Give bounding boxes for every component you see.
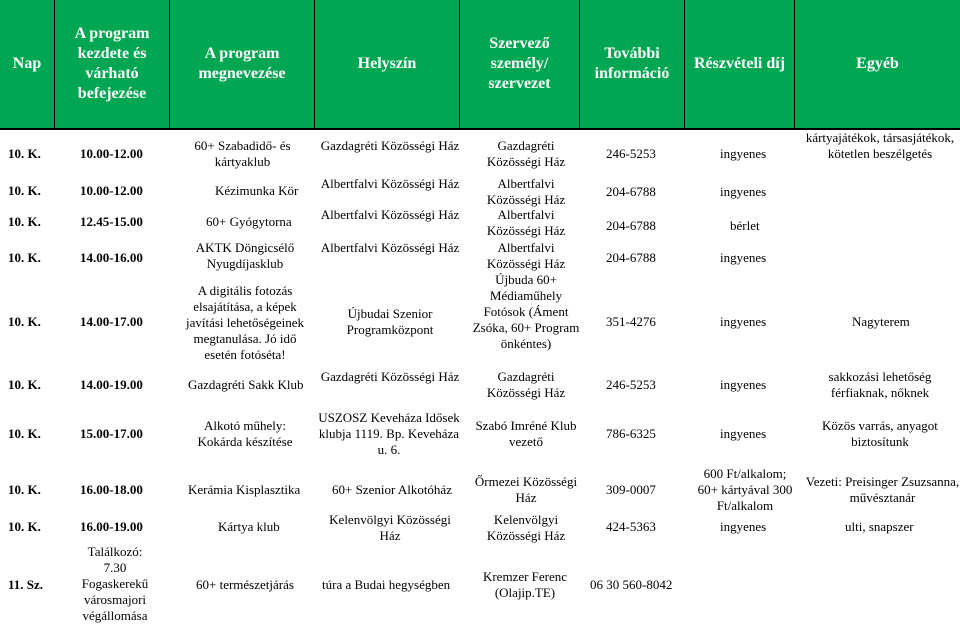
cell-ido: 14.00-17.00 — [80, 314, 143, 329]
cell-dij: ingyenes — [720, 146, 767, 161]
header-egyeb: Egyéb — [856, 55, 899, 72]
cell-nap: 10. K. — [8, 314, 41, 329]
header-info: További információ — [580, 0, 685, 128]
cell-egyeb: ulti, snapszer — [845, 519, 914, 534]
cell-dij: ingyenes — [720, 184, 767, 199]
cell-info: 246-5253 — [606, 377, 656, 392]
cell-hely: túra a Budai hegységben — [322, 577, 451, 592]
cell-nap: 10. K. — [8, 482, 41, 497]
table-header — [0, 0, 960, 130]
cell-hely: Gazdagréti Közösségi Ház — [320, 138, 460, 153]
cell-szervezo: Őrmezei Közösségi Ház — [474, 474, 578, 505]
cell-egyeb: kártyajátékok, társasjátékok, kötetlen beszélgetés — [805, 130, 955, 161]
cell-hely: Albertfalvi Közösségi Ház — [320, 240, 460, 255]
cell-hely: Albertfalvi Közösségi Ház — [320, 176, 460, 191]
cell-egyeb: Közös varrás, anyagot biztosítunk — [822, 418, 938, 449]
cell-ido: 14.00-16.00 — [80, 250, 143, 265]
cell-nev: Kerámia Kisplasztika — [188, 482, 301, 497]
cell-nap: 10. K. — [8, 519, 41, 534]
cell-info: 06 30 560-8042 — [590, 577, 673, 592]
cell-nap: 10. K. — [8, 377, 41, 392]
cell-dij: 600 Ft/alkalom; 60+ kártyával 300 Ft/alkalom — [697, 466, 793, 513]
cell-nev: 60+ Szabadidő- és kártyaklub — [194, 138, 291, 169]
cell-nev: Kártya klub — [218, 519, 280, 534]
cell-info: 351-4276 — [606, 314, 656, 329]
cell-info: 246-5253 — [606, 146, 656, 161]
cell-nev: Kézimunka Kör — [215, 183, 299, 198]
header-idopont: A program kezdete és várható befejezése — [55, 0, 170, 128]
cell-szervezo: Újbuda 60+ Médiaműhely Fotósok (Áment Zsóka, 60+ Program önkéntes) — [472, 272, 580, 351]
cell-szervezo: Albertfalvi Közösségi Ház — [486, 207, 566, 238]
cell-nev: 60+ Gyógytorna — [206, 214, 292, 229]
cell-nev: A digitális fotozás elsajátítása, a képek javítási lehetőségeinek megtanulása. Jó idő esetén fotóséta! — [185, 283, 305, 362]
cell-nev: 60+ természetjárás — [196, 577, 294, 592]
cell-nev: Gazdagréti Sakk Klub — [188, 377, 304, 392]
cell-szervezo: Albertfalvi Közösségi Ház — [486, 176, 566, 207]
cell-dij: ingyenes — [720, 519, 767, 534]
cell-nap: 10. K. — [8, 146, 41, 161]
header-dij: Részvételi díj — [685, 0, 795, 128]
cell-ido: 10.00-12.00 — [80, 146, 143, 161]
cell-ido: 16.00-18.00 — [80, 482, 143, 497]
cell-dij: ingyenes — [720, 377, 767, 392]
cell-nap: 11. Sz. — [8, 577, 44, 592]
cell-szervezo: Kremzer Ferenc (Olajip.TE) — [482, 569, 568, 600]
cell-egyeb: Nagyterem — [852, 314, 910, 329]
cell-nev: AKTK Döngicsélő Nyugdíjasklub — [195, 240, 295, 271]
cell-szervezo: Gazdagréti Közösségi Ház — [486, 138, 566, 169]
cell-hely: 60+ Szenior Alkotóház — [332, 482, 452, 497]
cell-nap: 10. K. — [8, 214, 41, 229]
cell-nap: 10. K. — [8, 426, 41, 441]
cell-info: 424-5363 — [606, 519, 656, 534]
cell-info: 204-6788 — [606, 184, 656, 199]
cell-dij: ingyenes — [720, 314, 767, 329]
cell-hely: Albertfalvi Közösségi Ház — [320, 207, 460, 222]
cell-ido: 16.00-19.00 — [80, 519, 143, 534]
cell-dij: ingyenes — [720, 426, 767, 441]
cell-ido: 10.00-12.00 — [80, 183, 143, 198]
cell-szervezo: Albertfalvi Közösségi Ház — [486, 240, 566, 271]
cell-info: 786-6325 — [606, 426, 656, 441]
cell-nap: 10. K. — [8, 250, 41, 265]
header-program: A program megnevezése — [170, 0, 315, 128]
cell-ido: 12.45-15.00 — [80, 214, 143, 229]
cell-ido: 14.00-19.00 — [80, 377, 143, 392]
cell-ido: 15.00-17.00 — [80, 426, 143, 441]
cell-info: 204-6788 — [606, 218, 656, 233]
cell-hely: Gazdagréti Közösségi Ház — [320, 369, 460, 384]
cell-szervezo: Gazdagréti Közösségi Ház — [486, 369, 566, 400]
cell-egyeb: sakkozási lehetőség férfiaknak, nőknek — [828, 369, 932, 400]
header-nap: Nap — [0, 0, 55, 128]
cell-ido: Találkozó: 7.30 Fogaskerekű városmajori végállomása — [81, 544, 149, 623]
cell-hely: Újbudai Szenior Programközpont — [346, 306, 434, 337]
cell-info: 204-6788 — [606, 250, 656, 265]
cell-info: 309-0007 — [606, 482, 656, 497]
cell-hely: Kelenvölgyi Közösségi Ház — [329, 512, 451, 543]
cell-szervezo: Kelenvölgyi Közösségi Ház — [486, 512, 566, 543]
cell-dij: bérlet — [730, 218, 760, 233]
header-szervezo: Szervező személy/ szervezet — [460, 0, 580, 128]
cell-nev: Alkotó műhely: Kokárda készítése — [197, 418, 293, 449]
cell-nap: 10. K. — [8, 183, 41, 198]
header-helyszin: Helyszín — [315, 0, 460, 128]
cell-egyeb: Vezeti: Preisinger Zsuzsanna, művésztanár — [805, 474, 960, 505]
cell-hely: USZOSZ Keveháza Idősek klubja 1119. Bp. Keveháza u. 6. — [318, 410, 460, 457]
cell-szervezo: Szabó Imréné Klub vezető — [475, 418, 577, 449]
cell-dij: ingyenes — [720, 250, 767, 265]
